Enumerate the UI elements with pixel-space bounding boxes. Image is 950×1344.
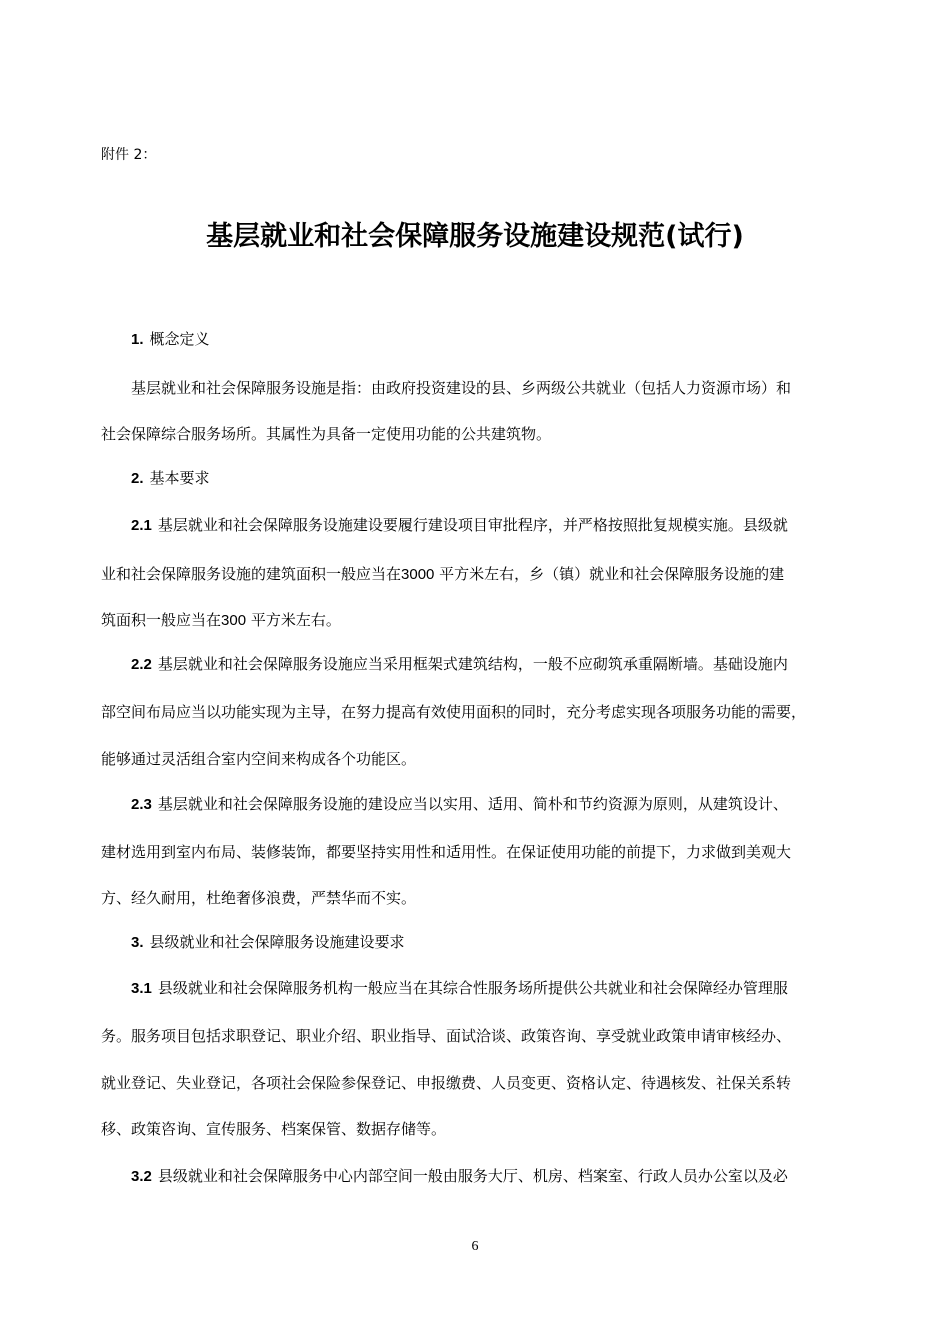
paragraph-text: 基层就业和社会保障服务设施应当采用框架式建筑结构，一般不应砌筑承重隔断墙。基础设施内 bbox=[157, 655, 788, 673]
paragraph-3-1-line-1 bbox=[131, 977, 788, 1000]
paragraph-text: 基层就业和社会保障服务设施建设要履行建设项目审批程序，并严格按照批复规模实施。县级就 bbox=[157, 516, 788, 534]
area-value: 3000 bbox=[401, 566, 435, 583]
section-number: 1. bbox=[131, 331, 144, 348]
paragraph-text: 业和社会保障服务设施的建筑面积一般应当在 bbox=[101, 565, 402, 583]
page-number: 6 bbox=[471, 1239, 479, 1254]
paragraph-3-2-line-1 bbox=[131, 1165, 788, 1188]
clause-number: 3.2 bbox=[131, 1168, 152, 1185]
paragraph-text: 平方米左右，乡（镇）就业和社会保障服务设施的建 bbox=[439, 565, 785, 583]
paragraph-text: 筑面积一般应当在 bbox=[101, 611, 222, 629]
paragraph-line: 就业登记、失业登记，各项社会保险参保登记、申报缴费、人员变更、资格认定、待遇核发、社保关系转 bbox=[101, 1074, 792, 1092]
paragraph-line: 移、政策咨询、宣传服务、档案保管、数据存储等。 bbox=[101, 1120, 447, 1138]
section-title: 县级就业和社会保障服务设施建设要求 bbox=[149, 933, 405, 951]
paragraph-text: 平方米左右。 bbox=[250, 611, 341, 629]
paragraph-text: 县级就业和社会保障服务机构一般应当在其综合性服务场所提供公共就业和社会保障经办管理服 bbox=[157, 979, 788, 997]
clause-number: 3.1 bbox=[131, 980, 152, 997]
paragraph-line: 务。服务项目包括求职登记、职业介绍、职业指导、面试洽谈、政策咨询、享受就业政策申请审核经办、 bbox=[101, 1027, 792, 1045]
clause-number: 2.1 bbox=[131, 517, 152, 534]
paragraph-line: 建材选用到室内布局、装修装饰，都要坚持实用性和适用性。在保证使用功能的前提下，力求做到美观大 bbox=[101, 843, 792, 861]
section-heading-2 bbox=[131, 467, 210, 490]
clause-number: 2.2 bbox=[131, 656, 152, 673]
section-number: 3. bbox=[131, 934, 144, 951]
paragraph-2-2-line-1 bbox=[131, 653, 788, 676]
paragraph-text: 县级就业和社会保障服务中心内部空间一般由服务大厅、机房、档案室、行政人员办公室以及必 bbox=[157, 1167, 788, 1185]
attachment-label: 附件 2： bbox=[101, 147, 157, 163]
paragraph-line: 部空间布局应当以功能实现为主导，在努力提高有效使用面积的同时，充分考虑实现各项服务功能的需要， bbox=[101, 703, 807, 721]
section-title: 基本要求 bbox=[149, 469, 210, 487]
clause-number: 2.3 bbox=[131, 796, 152, 813]
paragraph-2-1-line-1 bbox=[131, 514, 788, 537]
area-value: 300 bbox=[221, 612, 247, 629]
paragraph-2-1-line-2 bbox=[101, 563, 784, 586]
page-title: 基层就业和社会保障服务设施建设规范(试行) bbox=[206, 221, 744, 252]
paragraph-line: 基层就业和社会保障服务设施是指：由政府投资建设的县、乡两级公共就业（包括人力资源市场）和 bbox=[131, 379, 792, 397]
paragraph-2-1-line-3 bbox=[101, 609, 341, 632]
section-number: 2. bbox=[131, 470, 144, 487]
section-heading-1 bbox=[131, 328, 210, 351]
paragraph-text: 基层就业和社会保障服务设施的建设应当以实用、适用、简朴和节约资源为原则，从建筑设计、 bbox=[157, 795, 788, 813]
paragraph-line: 能够通过灵活组合室内空间来构成各个功能区。 bbox=[101, 750, 417, 768]
section-title: 概念定义 bbox=[149, 330, 210, 348]
paragraph-line: 社会保障综合服务场所。其属性为具备一定使用功能的公共建筑物。 bbox=[101, 425, 552, 443]
paragraph-line: 方、经久耐用，杜绝奢侈浪费，严禁华而不实。 bbox=[101, 889, 417, 907]
paragraph-2-3-line-1 bbox=[131, 793, 788, 816]
section-heading-3 bbox=[131, 931, 405, 954]
